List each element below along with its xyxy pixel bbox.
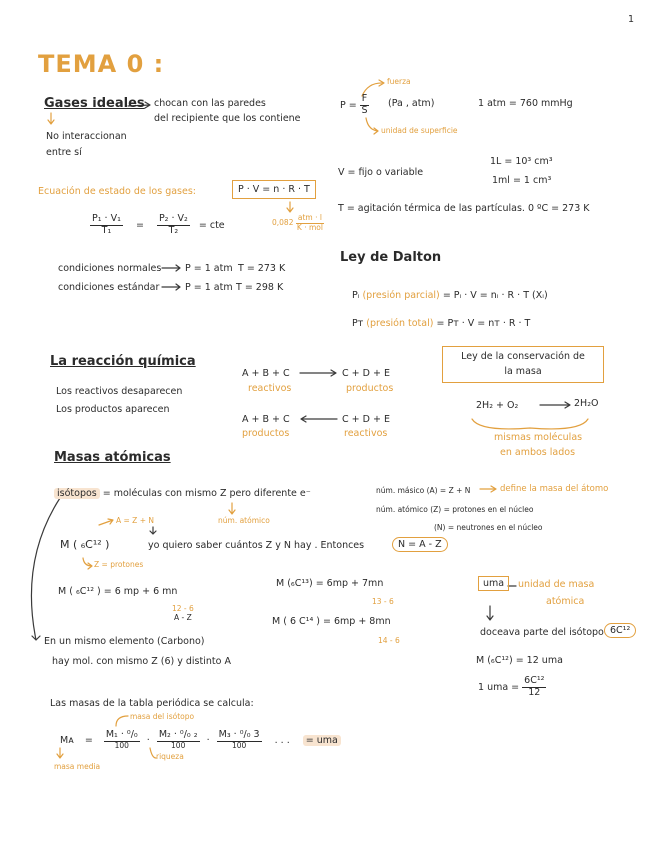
normales-label: condiciones normales (58, 263, 162, 274)
ml-eq: 1ml = 1 cm³ (492, 175, 552, 186)
estado-formula: P · V = n · R · T (232, 180, 316, 199)
page-number: 1 (628, 14, 635, 25)
gases-desc-2: del recipiente que los contiene (154, 113, 301, 124)
p-eq: P = (340, 99, 357, 111)
h2-o2: 2H₂ + O₂ (476, 400, 519, 411)
m14: M ( 6 C¹⁴ ) = 6mp + 8mn (272, 616, 391, 627)
quiero-saber: yo quiero saber cuántos Z y N hay . Entonces (148, 540, 365, 551)
t2: T₂ (168, 224, 179, 236)
cte: = cte (198, 219, 225, 231)
normales-arrow (162, 265, 180, 271)
frac-2 (157, 214, 190, 237)
estandar-t: T = 298 K (236, 282, 284, 293)
uma-down-arrow (487, 606, 493, 620)
m-uma: M (₆C¹²) = 12 uma (476, 655, 563, 666)
masa-isotopo: masa del isótopo (130, 712, 195, 721)
dots: . . . (274, 734, 290, 746)
p2v2: P₂ · V₂ (158, 213, 188, 224)
eq-sign: = (135, 219, 144, 231)
z-protones: Z = protones (94, 560, 144, 569)
eq1-left: A + B + C (242, 368, 290, 379)
one-uma-den: 12 (528, 686, 541, 698)
num-atomico: núm. atómico (218, 516, 270, 525)
mass-average-formula: Mᴀ = $\frac{\text{M₁ · ⁰/₀}}{100}$ · $\frac{\text{M₂ · ⁰/₀ ₂}}{100}$ · $\frac{\text{M₃ · ⁰/₀ 3}}{100}$ . . . = uma (60, 730, 341, 751)
no-interaccionan-2: entre sí (46, 147, 82, 158)
combined-gas-law (90, 214, 225, 237)
eq2-right: C + D + E (342, 414, 390, 425)
eq-ma: = (84, 734, 93, 746)
one-uma-label: 1 uma = (478, 681, 520, 693)
isotopos-term: isótopos (54, 488, 100, 499)
reaction-arrow-1 (300, 370, 336, 376)
total-pressure (352, 318, 530, 329)
den-1: 100 (114, 740, 129, 750)
ley-line-2: la masa (504, 365, 542, 377)
uma-def-1: unidad de masa (518, 579, 595, 590)
tabla-periodica: Las masas de la tabla periódica se calcula: (50, 698, 254, 709)
reaction-arrow-2 (301, 416, 337, 422)
litre-eq: 1L = 10³ cm³ (490, 156, 553, 167)
h2o-arrow (540, 402, 570, 408)
r-value (272, 214, 324, 232)
r-arrow (287, 202, 293, 212)
partial-pressure (352, 290, 548, 301)
estandar-arrow (162, 284, 180, 290)
num-masico-def: define la masa del átomo (500, 484, 609, 494)
p1v1: P₁ · V₁ (92, 213, 121, 224)
r-unit (296, 214, 324, 232)
frac-m2 (157, 730, 200, 751)
productos-aparecen: Los productos aparecen (56, 404, 170, 415)
gases-desc-1: chocan con las paredes (154, 98, 266, 109)
m6c12: M ( ₆C¹² ) (60, 538, 110, 551)
estandar-p: P = 1 atm (185, 282, 233, 293)
pi-symbol: Pᵢ (352, 290, 360, 301)
ma: Mᴀ (60, 734, 74, 746)
r-number: 0,082 (272, 218, 294, 228)
estandar-label: condiciones estándar (58, 282, 160, 293)
frac-1 (90, 214, 123, 237)
conservacion-box (442, 346, 604, 383)
m13-sub: 13 - 6 (372, 597, 394, 606)
m14-sub: 14 - 6 (378, 636, 400, 645)
frac-m1 (104, 730, 140, 751)
mismo-elemento-arrow (31, 498, 60, 640)
mismas-2: en ambos lados (500, 447, 576, 458)
riqueza: riqueza (156, 752, 184, 761)
one-uma (478, 676, 546, 699)
frac-m3 (217, 730, 262, 751)
pt-formula: = Pᴛ · V = nᴛ · R · T (436, 318, 531, 329)
uma-box: uma (478, 576, 509, 591)
gases-down-arrow (48, 113, 54, 124)
num-atomico-arrow (229, 503, 235, 514)
mismas-bracket (472, 419, 588, 429)
estado-label: Ecuación de estado de los gases: (38, 186, 196, 197)
reactivos-desaparecen: Los reactivos desaparecen (56, 386, 183, 397)
uma-def-2: atómica (546, 596, 585, 607)
gases-heading: Gases ideales (44, 96, 145, 111)
masas-heading: Masas atómicas (54, 450, 171, 465)
eq1-left-label: reactivos (248, 383, 292, 394)
num-atomico-row: núm. atómico (Z) = protones en el núcleo (376, 505, 534, 514)
num-masico: núm. másico (A) = Z + N (376, 486, 471, 495)
eq2-left-label: productos (242, 428, 290, 439)
quiero-arrow (150, 527, 156, 534)
den-2: 100 (171, 740, 186, 750)
pi-formula: = Pᵢ · V = nᵢ · R · T (Xᵢ) (442, 290, 548, 301)
mismas-1: mismas moléculas (494, 432, 583, 443)
eq1-right: C + D + E (342, 368, 390, 379)
a-zn-arrow (99, 519, 113, 525)
m1: M₁ · ⁰/₀ (105, 729, 138, 740)
isotopos-def: = moléculas con mismo Z pero diferente e⁻ (102, 488, 311, 499)
masa-media: masa media (54, 762, 101, 771)
m2: M₂ · ⁰/₀ ₂ (158, 729, 198, 740)
eq-uma: = uma (303, 735, 341, 746)
pt-symbol: Pᴛ (352, 318, 364, 329)
mismo-elemento-2: hay mol. con mismo Z (6) y distinto A (52, 656, 231, 667)
pressure-fraction (360, 94, 369, 117)
pi-label: (presión parcial) (362, 290, 440, 301)
fuerza-label: fuerza (387, 77, 411, 86)
eq2-left: A + B + C (242, 414, 290, 425)
isotopos-line (54, 488, 311, 499)
m13: M (₆C¹³) = 6mp + 7mn (276, 578, 384, 589)
m-eq-sub-2: A - Z (174, 613, 192, 622)
normales-p: P = 1 atm (185, 263, 233, 274)
one-uma-num: 6C¹² (524, 675, 545, 686)
surface: S (361, 104, 368, 116)
r-unit-num: atm · l (297, 213, 322, 222)
doceava: doceava parte del isótopo (480, 627, 604, 638)
mismo-elemento: En un mismo elemento (Carbono) (44, 636, 205, 647)
ley-line-1: Ley de la conservación de (461, 351, 585, 362)
superficie-arrow (366, 118, 378, 134)
n-az: N = A - Z (392, 537, 448, 552)
no-interaccionan-1: No interaccionan (46, 131, 127, 142)
one-uma-frac (522, 676, 546, 699)
h2o: 2H₂O (574, 398, 599, 409)
z-prot-arrow (83, 558, 92, 569)
pressure-units: (Pa , atm) (388, 98, 435, 109)
define-masa-arrow (480, 486, 496, 492)
m-eq-sub-1: 12 - 6 (172, 604, 194, 613)
m3: M₃ · ⁰/₀ 3 (218, 729, 260, 740)
masa-isotopo-arrow (116, 716, 128, 726)
dalton-heading: Ley de Dalton (340, 250, 442, 265)
force: F (361, 93, 368, 104)
normales-t: T = 273 K (238, 263, 286, 274)
den-3: 100 (231, 740, 247, 750)
atm-equivalence: 1 atm = 760 mmHg (478, 98, 573, 109)
r-unit-den: K · mol (296, 222, 323, 232)
pressure-formula (340, 94, 369, 117)
a-zn: A = Z + N (116, 516, 154, 525)
temperature-eq: T = agitación térmica de las partículas. 0 ºC = 273 K (338, 203, 590, 214)
m-eq: M ( ₆C¹² ) = 6 mp + 6 mn (58, 586, 178, 597)
pt-label: (presión total) (366, 318, 434, 329)
page-title: TEMA 0 : (38, 50, 165, 78)
neutrones-row: (N) = neutrones en el núcleo (434, 523, 543, 532)
eq2-right-label: reactivos (344, 428, 388, 439)
c12-circle: 6C¹² (604, 623, 636, 638)
superficie-label: unidad de superficie (381, 126, 458, 135)
reaccion-heading: La reacción química (50, 354, 196, 369)
eq1-right-label: productos (346, 383, 394, 394)
t1: T₁ (101, 224, 112, 236)
volume-eq: V = fijo o variable (338, 167, 424, 178)
